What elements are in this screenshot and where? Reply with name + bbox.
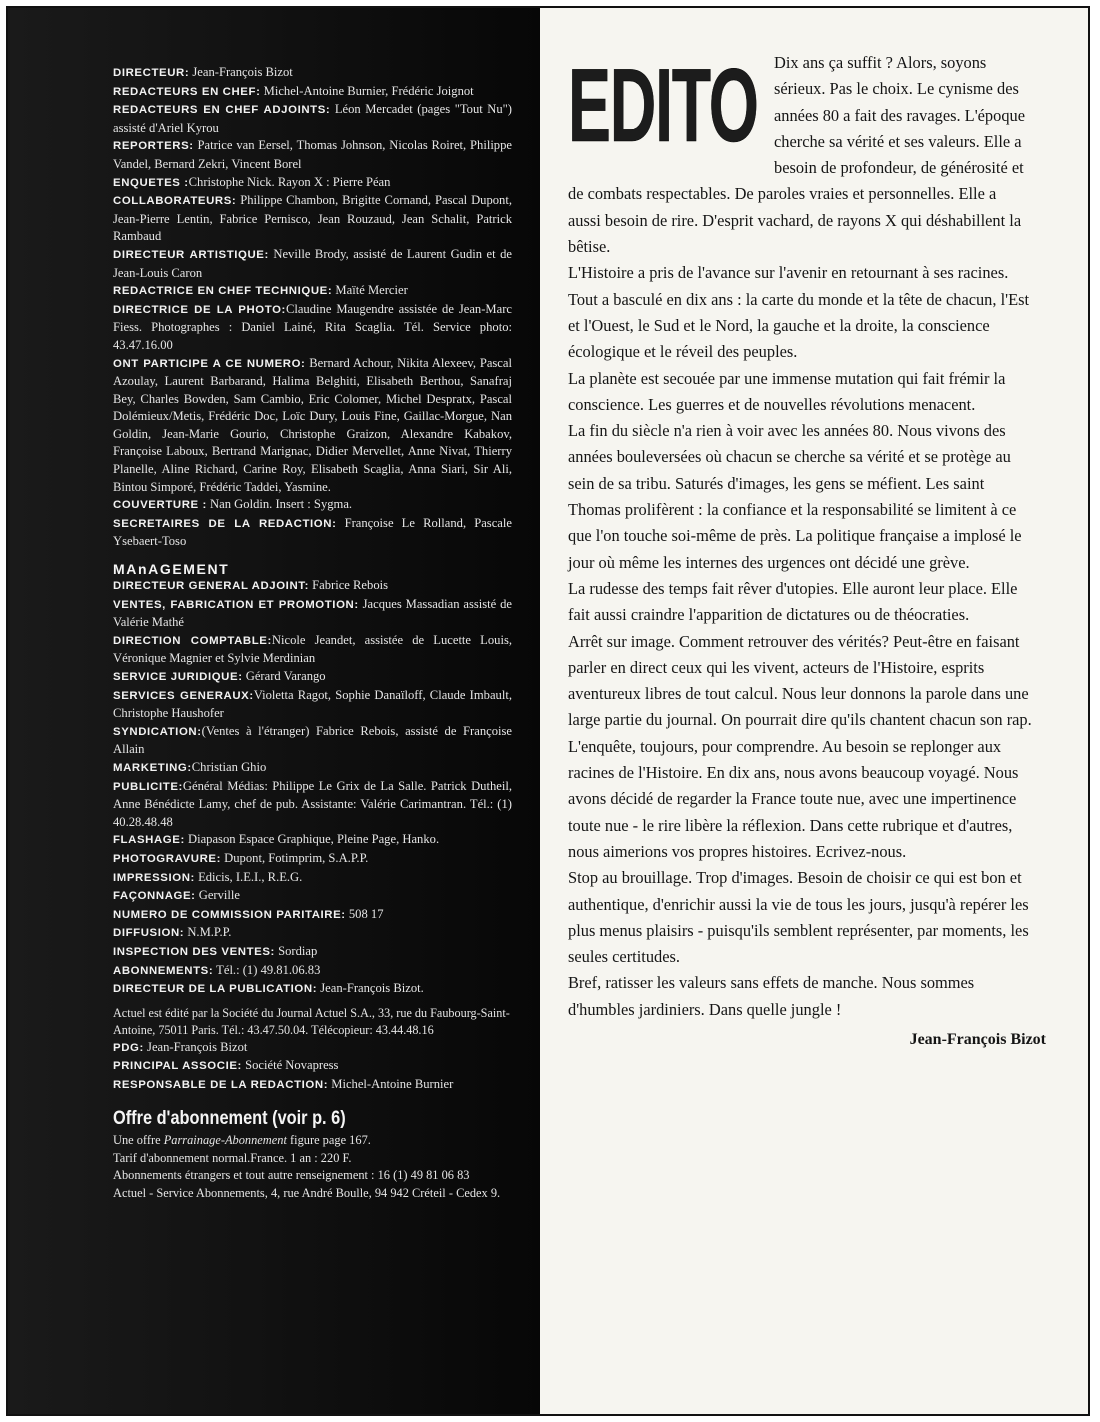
edito-paragraph: La planète est secouée par une immense mutation qui fait frémir la conscience. Les guerres et de nouvelles révolutions menacent.: [568, 368, 1006, 414]
credit-entry: [113, 577, 512, 596]
credit-label: ABONNEMENTS:: [113, 964, 214, 977]
credit-entry: [113, 355, 512, 497]
offer-italic: Parrainage-Abonnement: [163, 1133, 287, 1148]
credit-text: Bernard Achour, Nikita Alexeev, Pascal Azoulay, Laurent Barbarand, Halima Belghiti, Elisabeth Berthou, Sanafraj Bey, Charles Bowden, Sam Cambio, Eric Colomer, Michel Despratx, Pascal Dolémieux/Metis, Frédéric Doc, Loïc Dury, Louis Fine, Gaillac-Morgue, Nan Goldin, Jean-Marie Gourio, Christophe Graizon, Alexandre Kabakov, Françoise Laboux, Bertrand Marignac, Didier Mervellet, Anne Nivat, Thierry Planelle, Aline Richard, Carine Roy, Elisabeth Scaglia, Anna Siari, Sir Ali, Bintou Simporé, Frédéric Taddei, Yasmine.: [113, 355, 512, 494]
credit-entry: [113, 1039, 512, 1058]
credit-label: REDACTEURS EN CHEF:: [113, 85, 261, 98]
edito-paragraph: La fin du siècle n'a rien à voir avec les années 80. Nous vivons des années bouleversées où chacun se cherche sa vérité et se protège au sein de sa tribu. Saturés d'images, les gens se méfient. Les saint Thomas prolifèrent : la confiance et la responsabilité se limitent à ce que l'on touche soi-même de près. La politique française a implosé le jour où même les internes des urgences ont décidé une grève.: [568, 421, 1022, 572]
credit-label: PRINCIPAL ASSOCIE:: [113, 1060, 242, 1073]
credit-text: Christophe Nick. Rayon X : Pierre Péan: [188, 174, 391, 189]
edito-paragraph: L'Histoire a pris de l'avance sur l'avenir en retournant à ses racines. Tout a basculé en dix ans : la carte du monde et la tête de chacun, l'Est et l'Ouest, le Sud et le Nord, la gauche et la droite, la conscience écologique et le réveil des peuples.: [568, 263, 1030, 362]
subscription-offer: [113, 1132, 512, 1202]
credit-label: RESPONSABLE DE LA REDACTION:: [113, 1078, 329, 1091]
credit-label: PUBLICITE:: [113, 780, 183, 793]
credit-entry: [113, 831, 512, 850]
credit-text: 508 17: [345, 906, 384, 921]
editorial-column: [540, 8, 1090, 1414]
credit-text: Nan Goldin. Insert : Sygma.: [206, 497, 353, 512]
credit-entry: [113, 962, 512, 981]
edito-paragraph: Dix ans ça suffit ? Alors, soyons sérieux. Pas le choix. Le cynisme des années 80 a fait des ravages. L'époque cherche sa vérité et ses valeurs. Elle a besoin de profondeur, de générosité et de combats respectables. De paroles vraies et personnelles. Elle a aussi besoin de rire. D'esprit vachard, de rayons X qui déshabillent la bêtise.: [568, 53, 1025, 257]
credit-label: ENQUETES :: [113, 176, 189, 189]
credit-entry: [113, 980, 512, 999]
credit-label: REDACTEURS EN CHEF ADJOINTS:: [113, 104, 331, 117]
credit-entry: [113, 1076, 512, 1095]
credit-label: SERVICES GENERAUX:: [113, 689, 254, 702]
credit-label: DIRECTEUR DE LA PUBLICATION:: [113, 983, 318, 996]
credit-label: PDG:: [113, 1041, 144, 1054]
credit-text: Claudine Maugendre assistée de Jean-Marc Fiess. Photographes : Daniel Lainé, Rita Scaglia. Tél. Service photo: 43.47.16.00: [113, 301, 512, 352]
credit-entry: [113, 778, 512, 832]
edito-signature: Jean-François Bizot: [909, 1030, 1046, 1048]
credit-label: FLASHAGE:: [113, 834, 185, 847]
credit-label: DIRECTRICE DE LA PHOTO:: [113, 303, 286, 316]
credit-entry: [113, 83, 512, 102]
offer-line: Actuel - Service Abonnements, 4, rue André Boulle, 94 942 Créteil - Cedex 9.: [113, 1185, 501, 1200]
credit-entry: [113, 596, 512, 632]
management-heading: MAnAGEMENT: [113, 561, 230, 578]
credit-entry: [113, 632, 512, 668]
credit-text: Michel-Antoine Burnier, Frédéric Joignot: [260, 83, 474, 98]
credit-text: Nicole Jeandet, assistée de Lucette Louis, Véronique Magnier et Sylvie Merdinian: [113, 632, 512, 666]
credit-text: Société Novapress: [241, 1058, 339, 1073]
credit-label: VENTES, FABRICATION ET PROMOTION:: [113, 598, 359, 611]
credit-entry: [113, 282, 512, 301]
credit-text: Philippe Chambon, Brigitte Cornand, Pascal Dupont, Jean-Pierre Lentin, Fabrice Pernisco, Jean Rouzaud, Jean Schalit, Patrick Rambaud: [113, 193, 512, 244]
credit-entry: [113, 869, 512, 888]
edito-paragraph: Arrêt sur image. Comment retrouver des vérités? Peut-être en faisant parler en direct ceux qui les vivent, acteurs de l'Histoire, esprits aventureux libres de tout calcul. Nous leur donnons la parole dans une large partie du journal. On pourrait dire qu'ils chantent chacun son rap.: [568, 631, 1032, 730]
credit-entry: [113, 887, 512, 906]
credit-label: NUMERO DE COMMISSION PARITAIRE:: [113, 908, 346, 921]
offer-line: Tarif d'abonnement normal.France. 1 an : 220 F.: [113, 1150, 352, 1165]
credit-text: Fabrice Rebois: [308, 578, 389, 593]
subscription-offer-title: Offre d'abonnement (voir p. 6): [113, 1108, 346, 1130]
edito-title: EDITO: [568, 48, 758, 164]
publisher-note: Actuel est édité par la Société du Journal Actuel S.A., 33, rue du Faubourg-Saint-Antoine, 75011 Paris. Tél.: 43.47.50.04. Télécopieur: 43.44.48.16: [113, 1005, 510, 1037]
credit-entry: [113, 246, 512, 282]
credit-label: DIRECTEUR GENERAL ADJOINT:: [113, 580, 309, 593]
credit-label: COLLABORATEURS:: [113, 195, 237, 208]
credit-entry: [113, 759, 512, 778]
credit-text: (Ventes à l'étranger) Fabrice Rebois, assisté de Françoise Allain: [113, 723, 512, 757]
edito-paragraph: L'enquête, toujours, pour comprendre. Au besoin se replonger aux racines de l'Histoire. En dix ans, nous avons beaucoup voyagé. Nous avons décidé de regarder la France toute nue, avec une impertinence toute nue - le rire libère la réflexion. Dans cette rubrique et d'autres, nous aimerions vos propres histoires. Ecrivez-nous.: [568, 736, 1019, 861]
credit-text: Dupont, Fotimprim, S.A.P.P.: [221, 850, 369, 865]
management-list: [113, 577, 512, 999]
credit-label: FAÇONNAGE:: [113, 890, 196, 903]
credit-label: DIRECTEUR ARTISTIQUE:: [113, 248, 269, 261]
credit-label: SERVICE JURIDIQUE:: [113, 671, 243, 683]
credit-label: MARKETING:: [113, 761, 192, 774]
credit-entry: [113, 723, 512, 759]
credit-text: Michel-Antoine Burnier: [328, 1076, 454, 1091]
credit-text: Maïté Mercier: [332, 283, 408, 298]
credit-text: Général Médias: Philippe Le Grix de La Salle. Patrick Dutheil, Anne Bénédicte Lamy, chef de pub. Assistante: Valérie Carimantran. Tél.: (1) 40.28.48.48: [113, 778, 512, 829]
credit-text: Léon Mercadet (pages "Tout Nu") assisté d'Ariel Kyrou: [113, 102, 512, 135]
offer-line: Abonnements étrangers et tout autre renseignement : 16 (1) 49 81 06 83: [113, 1168, 470, 1183]
credit-text: Neville Brody, assisté de Laurent Gudin et de Jean-Louis Caron: [113, 246, 512, 280]
credit-text: Jean-François Bizot: [143, 1039, 248, 1054]
credit-text: Jean-François Bizot.: [317, 981, 424, 996]
credit-label: PHOTOGRAVURE:: [113, 852, 222, 865]
edito-body: [568, 50, 1032, 1023]
masthead-column: [8, 8, 540, 1414]
credit-text: Violetta Ragot, Sophie Danaïloff, Claude Imbault, Christophe Haushofer: [113, 687, 512, 721]
credit-entry: [113, 943, 512, 962]
edito-paragraph: Bref, ratisser les valeurs sans effets de manche. Nous sommes d'humbles jardiniers. Dans quelle jungle !: [568, 973, 975, 1019]
credit-entry: [113, 850, 512, 869]
footer-staff-list: [113, 1039, 512, 1095]
credit-text: Tél.: (1) 49.81.06.83: [213, 962, 321, 977]
credit-text: Patrice van Eersel, Thomas Johnson, Nicolas Roiret, Philippe Vandel, Bernard Zekri, Vincent Borel: [113, 138, 512, 171]
credit-text: Edicis, I.E.I., R.E.G.: [194, 869, 303, 884]
edito-paragraph: Stop au brouillage. Trop d'images. Besoin de choisir ce qui est bon et authentique, d'enrichir aussi la vie de tous les jours, jusqu'à repérer les plus menus plaisirs - puisqu'ils semblent représenter, par moments, les seules certitudes.: [568, 868, 1029, 967]
credit-entry: [113, 668, 512, 687]
credit-entry: [113, 924, 512, 943]
credit-entry: [113, 301, 512, 355]
credit-label: SECRETAIRES DE LA REDACTION:: [113, 517, 337, 530]
edito-paragraph: La rudesse des temps fait rêver d'utopies. Elle auront leur place. Elle fait aussi craindre l'apparition de dictatures ou de théocraties.: [568, 578, 1018, 625]
credit-text: Christian Ghio: [191, 759, 267, 774]
credit-label: INSPECTION DES VENTES:: [113, 945, 275, 958]
credit-text: N.M.P.P.: [184, 925, 232, 940]
credit-text: Jean-François Bizot: [189, 65, 293, 79]
credit-label: ONT PARTICIPE A CE NUMERO:: [113, 357, 306, 370]
magazine-page: [6, 6, 1090, 1416]
credit-entry: [113, 101, 512, 137]
credit-entry: [113, 64, 512, 83]
credit-entry: [113, 137, 512, 173]
credit-text: Françoise Le Rolland, Pascale Ysebaert-Toso: [113, 515, 512, 549]
credit-entry: [113, 906, 512, 925]
credit-text: Jacques Massadian assisté de Valérie Mathé: [113, 596, 512, 630]
credit-entry: [113, 174, 512, 193]
credit-text: Gerville: [195, 888, 240, 903]
credit-text: Gérard Varango: [242, 669, 326, 683]
credit-entry: [113, 192, 512, 246]
credit-label: IMPRESSION:: [113, 871, 195, 884]
credit-label: DIRECTION COMPTABLE:: [113, 634, 272, 647]
credit-label: SYNDICATION:: [113, 725, 202, 738]
offer-line: Une offre Parrainage-Abonnement figure page 167.: [113, 1133, 371, 1148]
credit-text: Diapason Espace Graphique, Pleine Page, Hanko.: [184, 832, 440, 847]
credit-entry: [113, 1057, 512, 1076]
credit-entry: [113, 515, 512, 551]
credit-entry: [113, 687, 512, 723]
credit-label: DIRECTEUR:: [113, 67, 190, 79]
credit-label: COUVERTURE :: [113, 499, 207, 512]
credit-label: DIFFUSION:: [113, 927, 185, 940]
credit-label: REPORTERS:: [113, 140, 194, 153]
credit-entry: [113, 496, 512, 515]
staff-list: [113, 64, 512, 551]
credit-label: REDACTRICE EN CHEF TECHNIQUE:: [113, 285, 333, 298]
credit-text: Sordiap: [274, 943, 318, 958]
